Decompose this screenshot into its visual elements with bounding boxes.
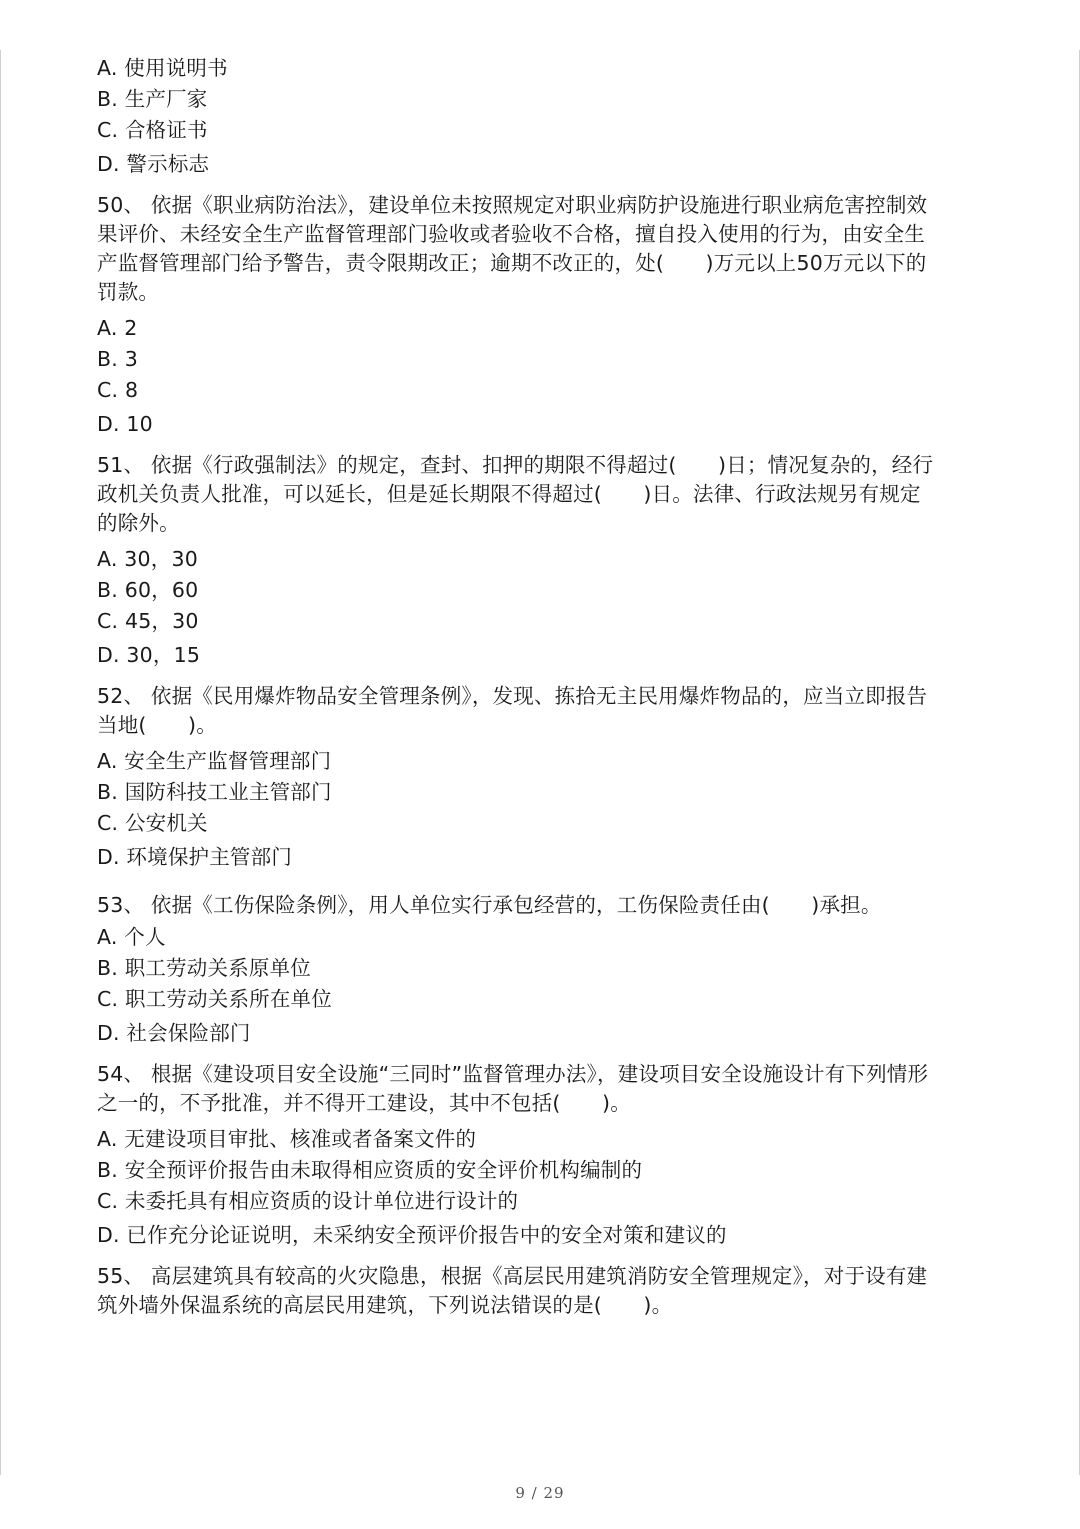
stem-line: 51、 依据《行政强制法》的规定，查封、扣押的期限不得超过( )日；情况复杂的，经行 [97,453,934,477]
option-b: B. 60，60 [97,578,199,602]
option-b: B. 生产厂家 [97,87,208,111]
question-51 [97,451,982,670]
option-d: D. 环境保护主管部门 [97,845,293,869]
option-a: A. 无建设项目审批、核准或者备案文件的 [97,1127,477,1151]
stem-line: 52、 依据《民用爆炸物品安全管理条例》，发现、拣拾无主民用爆炸物品的，应当立即报告 [97,684,928,708]
question-54-stem [97,1060,982,1118]
stem-line: 政机关负责人批准，可以延长，但是延长期限不得超过( )日。法律、行政法规另有规定 [97,482,921,506]
option-a: A. 安全生产监督管理部门 [97,749,332,773]
stem-line: 的除外。 [97,511,180,535]
option-c: C. 8 [97,378,139,402]
option-d: D. 警示标志 [97,152,210,176]
option-a: A. 个人 [97,925,166,949]
question-51-stem [97,451,982,538]
option-d: D. 10 [97,412,153,436]
stem-line: 罚款。 [97,280,160,304]
page-border-left [0,50,1,1475]
stem-line: 之一的，不予批准，并不得开工建设，其中不包括( )。 [97,1091,631,1115]
option-c: C. 合格证书 [97,118,208,142]
question-53-stem [97,891,982,920]
stem-line: 53、 依据《工伤保险条例》，用人单位实行承包经营的，工伤保险责任由( )承担。 [97,893,882,917]
question-52-stem [97,682,982,740]
option-b: B. 国防科技工业主管部门 [97,780,332,804]
option-c: C. 未委托具有相应资质的设计单位进行设计的 [97,1189,519,1213]
option-a: A. 2 [97,316,138,340]
question-53 [97,891,982,1048]
document-content [97,52,982,1320]
stem-line: 54、 根据《建设项目安全设施“三同时”监督管理办法》，建设项目安全设施设计有下列情形 [97,1062,929,1086]
question-50 [97,191,982,439]
stem-line: 果评价、未经安全生产监督管理部门验收或者验收不合格，擅自投入使用的行为，由安全生 [97,222,925,246]
option-d: D. 社会保险部门 [97,1021,251,1045]
question-54 [97,1060,982,1250]
stem-line: 当地( )。 [97,713,217,737]
stem-line: 55、 高层建筑具有较高的火灾隐患，根据《高层民用建筑消防安全管理规定》，对于设有建 [97,1264,928,1288]
question-55-stem [97,1262,982,1320]
option-b: B. 职工劳动关系原单位 [97,956,311,980]
page-indicator: 9 / 29 [515,1484,565,1502]
option-d: D. 30，15 [97,643,201,667]
option-c: C. 45，30 [97,609,199,633]
option-c: C. 职工劳动关系所在单位 [97,987,332,1011]
stem-line: 产监督管理部门给予警告，责令限期改正；逾期不改正的，处( )万元以上50万元以下的 [97,251,927,275]
option-b: B. 3 [97,347,138,371]
stem-line: 50、 依据《职业病防治法》，建设单位未按照规定对职业病防护设施进行职业病危害控制效 [97,193,928,217]
option-b: B. 安全预评价报告由未取得相应资质的安全评价机构编制的 [97,1158,643,1182]
stem-line: 筑外墙外保温系统的高层民用建筑，下列说法错误的是( )。 [97,1293,673,1317]
question-55 [97,1262,982,1320]
option-a: A. 使用说明书 [97,56,228,80]
option-c: C. 公安机关 [97,811,208,835]
question-50-stem [97,191,982,307]
question-49-options [97,54,982,179]
question-52 [97,682,982,872]
option-d: D. 已作充分论证说明，未采纳安全预评价报告中的安全对策和建议的 [97,1223,727,1247]
option-a: A. 30，30 [97,547,198,571]
